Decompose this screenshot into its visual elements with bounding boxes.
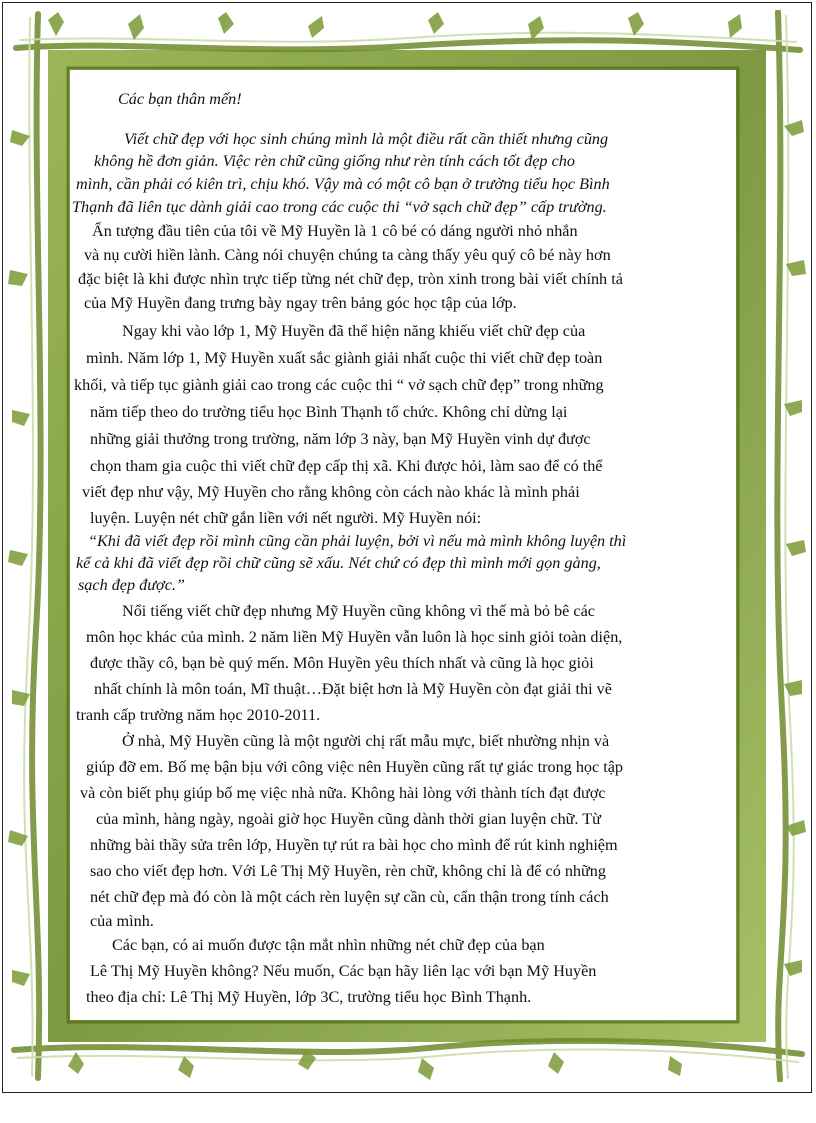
- text-line: của Mỹ Huyền đang trưng bày ngay trên bảng góc học tập của lớp.: [84, 294, 517, 312]
- text-line: Viết chữ đẹp với học sinh chúng mình là một điều rất cần thiết nhưng cũng: [124, 130, 609, 148]
- text-line: viết đẹp như vậy, Mỹ Huyền cho rằng không còn cách nào khác là mình phải: [82, 483, 580, 501]
- text-line: Nổi tiếng viết chữ đẹp nhưng Mỹ Huyền cũng không vì thế mà bỏ bê các: [122, 602, 595, 620]
- text-line: và còn biết phụ giúp bố mẹ việc nhà nữa. Không hài lòng với thành tích đạt được: [80, 784, 606, 802]
- text-line: sao cho viết đẹp hơn. Với Lê Thị Mỹ Huyền, rèn chữ, không chỉ là để có những: [90, 862, 606, 880]
- text-line: Thạnh đã liên tục dành giải cao trong các cuộc thi “vở sạch chữ đẹp” cấp trường.: [72, 198, 607, 216]
- text-line: Các bạn, có ai muốn được tận mắt nhìn những nét chữ đẹp của bạn: [112, 936, 545, 954]
- text-line: Lê Thị Mỹ Huyền không? Nếu muốn, Các bạn hãy liên lạc với bạn Mỹ Huyền: [90, 962, 597, 980]
- text-line: Ngay khi vào lớp 1, Mỹ Huyền đã thể hiện năng khiếu viết chữ đẹp của: [122, 322, 586, 340]
- quote-line: sạch đẹp được.”: [78, 576, 185, 594]
- text-line: không hề đơn giản. Việc rèn chữ cũng giống như rèn tính cách tốt đẹp cho: [94, 152, 575, 170]
- text-line: theo địa chỉ: Lê Thị Mỹ Huyền, lớp 3C, trường tiểu học Bình Thạnh.: [86, 988, 532, 1006]
- text-line: giúp đỡ em. Bố mẹ bận bịu với công việc nên Huyền cũng rất tự giác trong học tập: [86, 758, 624, 776]
- text-line: mình. Năm lớp 1, Mỹ Huyền xuất sắc giành giải nhất cuộc thi viết chữ đẹp toàn: [86, 349, 603, 367]
- text-line: Ấn tượng đầu tiên của tôi về Mỹ Huyền là 1 cô bé có dáng người nhỏ nhắn: [92, 222, 578, 240]
- quote-line: kể cả khi đã viết đẹp rồi chữ cũng sẽ xấu. Nét chứ có đẹp thì mình mới gọn gàng,: [76, 554, 601, 572]
- text-line: khối, và tiếp tục giành giải cao trong các cuộc thi “ vở sạch chữ đẹp” trong những: [74, 376, 604, 394]
- text-line: những bài thầy sửa trên lớp, Huyền tự rút ra bài học cho mình để rút kinh nghiệm: [90, 836, 618, 854]
- greeting: Các bạn thân mến!: [118, 90, 242, 108]
- quote-line: “Khi đã viết đẹp rồi mình cũng cần phải luyện, bởi vì nếu mà mình không luyện thì: [88, 532, 627, 550]
- text-line: được thầy cô, bạn bè quý mến. Môn Huyền yêu thích nhất và cũng là học giỏi: [90, 654, 594, 672]
- text-line: mình, cần phải có kiên trì, chịu khó. Vậy mà có một cô bạn ở trường tiểu học Bình: [76, 175, 610, 193]
- text-line: nhất chính là môn toán, Mĩ thuật…Đặt biệt hơn là Mỹ Huyền còn đạt giải thi vẽ: [94, 680, 612, 698]
- text-line: và nụ cười hiền lành. Càng nói chuyện chúng ta càng thấy yêu quý cô bé này hơn: [84, 246, 611, 264]
- text-line: Ở nhà, Mỹ Huyền cũng là một người chị rất mẫu mực, biết nhường nhịn và: [122, 732, 610, 750]
- text-line: chọn tham gia cuộc thi viết chữ đẹp cấp thị xã. Khi được hỏi, làm sao để có thể: [90, 457, 603, 475]
- text-line: đặc biệt là khi được nhìn trực tiếp từng nét chữ đẹp, tròn xinh trong bài viết chính tả: [78, 270, 623, 288]
- text-line: môn học khác của mình. 2 năm liền Mỹ Huyền vẫn luôn là học sinh giỏi toàn diện,: [86, 628, 623, 646]
- text-line: những giải thưởng trong trường, năm lớp 3 này, bạn Mỹ Huyền vinh dự được: [90, 430, 591, 448]
- text-line: năm tiếp theo do trường tiểu học Bình Thạnh tổ chức. Không chỉ dừng lại: [90, 403, 568, 421]
- text-line: luyện. Luyện nét chữ gắn liền với nết người. Mỹ Huyền nói:: [90, 509, 482, 527]
- text-line: của mình, hàng ngày, ngoài giờ học Huyền cũng dành thời gian luyện chữ. Từ: [96, 810, 601, 828]
- letter-sheet: [70, 70, 736, 1020]
- text-line: tranh cấp trường năm học 2010-2011.: [76, 706, 321, 724]
- text-line: của mình.: [90, 912, 154, 930]
- text-line: nét chữ đẹp mà đó còn là một cách rèn luyện sự cần cù, cẩn thận trong tính cách: [90, 888, 609, 906]
